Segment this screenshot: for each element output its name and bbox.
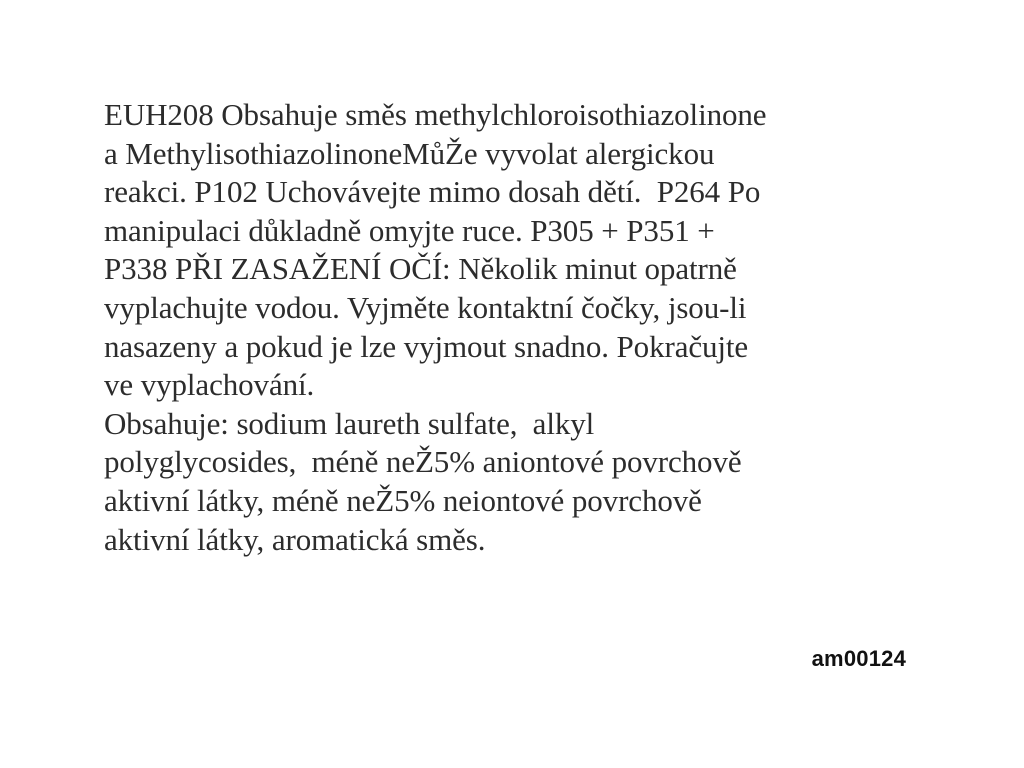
label-line: ve vyplachování. [104, 367, 315, 403]
label-line: reakci. P102 Uchovávejte mimo dosah dětí. P264 Po [104, 174, 761, 210]
label-line: aktivní látky, méně neŽ5% neiontové povrchově [104, 482, 702, 518]
label-line: manipulaci důkladně omyjte ruce. P305 + P351 + [104, 212, 715, 248]
label-line: nasazeny a pokud je lze vyjmout snadno. Pokračujte [104, 328, 749, 364]
label-line: Obsahuje: sodium laureth sulfate, alkyl [104, 405, 595, 441]
label-line: a MethylisothiazolinoneMůŽe vyvolat alergickou [104, 135, 715, 171]
label-line: polyglycosides, méně neŽ5% aniontové povrchově [104, 444, 742, 480]
label-line: P338 PŘI ZASAŽENÍ OČÍ: Několik minut opatrně [104, 251, 737, 287]
label-line: vyplachujte vodou. Vyjměte kontaktní čočky, jsou-li [104, 289, 747, 325]
label-line: EUH208 Obsahuje směs methylchloroisothiazolinone [104, 97, 767, 132]
label-text-block [104, 96, 964, 559]
label-line: aktivní látky, aromatická směs. [104, 521, 486, 557]
product-code: am00124 [811, 646, 906, 671]
